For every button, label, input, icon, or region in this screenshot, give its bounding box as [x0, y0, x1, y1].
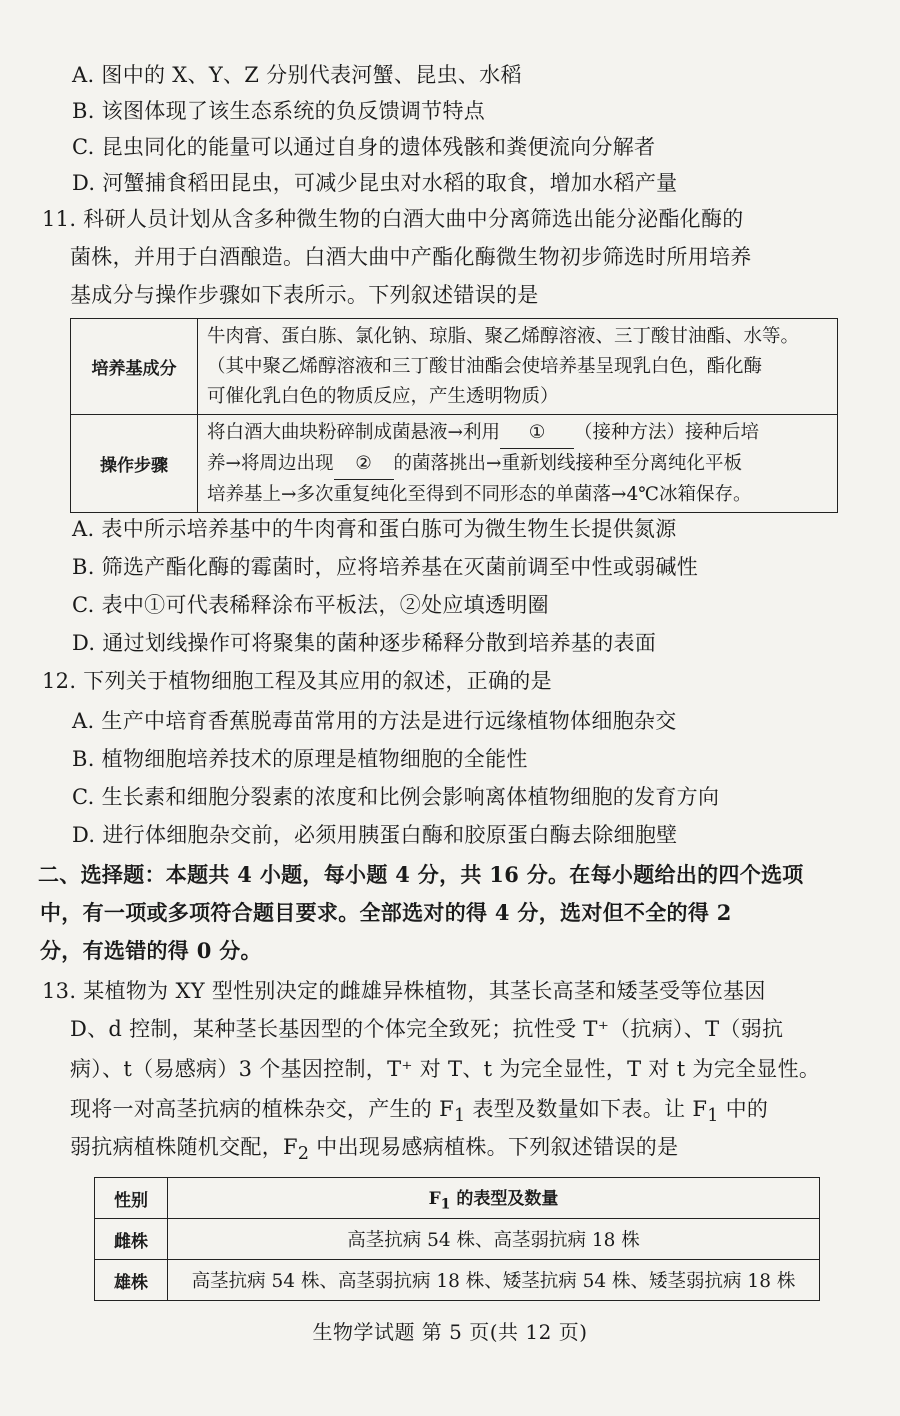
q11-table-label-steps: 操作步骤	[71, 415, 198, 513]
q12-option-a: A. 生产中培育香蕉脱毒苗常用的方法是进行远缘植物体细胞杂交	[72, 709, 677, 733]
q11-stem-line3: 基成分与操作步骤如下表所示。下列叙述错误的是	[70, 283, 539, 307]
q13-stem-line2: D、d 控制，某种茎长基因型的个体完全致死；抗性受 T⁺（抗病）、T（弱抗	[70, 1017, 784, 1041]
steps-line2-a: 养→将周边出现	[207, 452, 334, 474]
q13-table-header-sex: 性别	[95, 1178, 168, 1219]
q12-option-c: C. 生长素和细胞分裂素的浓度和比例会影响离体植物细胞的发育方向	[72, 785, 720, 809]
q11-option-b: B. 筛选产酯化酶的霉菌时，应将培养基在灭菌前调至中性或弱碱性	[72, 555, 699, 579]
q13-table	[94, 1177, 820, 1301]
steps-line2-b: 的菌落挑出→重新划线接种至分离纯化平板	[393, 452, 743, 474]
medium-line3: 可催化乳白色的物质反应，产生透明物质）	[207, 385, 559, 407]
section2-line1: 二、选择题：本题共 4 小题，每小题 4 分，共 16 分。在每小题给出的四个选项	[38, 862, 804, 887]
q13-table-male-label: 雄株	[95, 1260, 168, 1301]
q13-line4-a: 现将一对高茎抗病的植株杂交，产生的 F	[70, 1097, 454, 1121]
q11-table-label-medium: 培养基成分	[71, 319, 198, 415]
f1-header-a: F	[428, 1188, 441, 1209]
q11-option-d: D. 通过划线操作可将聚集的菌种逐步稀释分散到培养基的表面	[72, 631, 657, 655]
q13-stem-line3: 病）、t（易感病）3 个基因控制，T⁺ 对 T、t 为完全显性，T 对 t 为完全显性。	[70, 1057, 821, 1081]
q10-option-a: A. 图中的 X、Y、Z 分别代表河蟹、昆虫、水稻	[72, 63, 522, 87]
medium-line2: （其中聚乙烯醇溶液和三丁酸甘油酯会使培养基呈现乳白色，酯化酶	[207, 355, 763, 377]
blank-1: ①	[500, 418, 574, 449]
q13-table-female-label: 雌株	[95, 1219, 168, 1260]
q12-option-b: B. 植物细胞培养技术的原理是植物细胞的全能性	[72, 747, 528, 771]
q13-table-header-f1	[168, 1178, 820, 1219]
q13-line4-b: 表型及数量如下表。让 F	[465, 1097, 708, 1121]
q11-option-a: A. 表中所示培养基中的牛肉膏和蛋白胨可为微生物生长提供氮源	[72, 517, 677, 541]
q10-option-b: B. 该图体现了该生态系统的负反馈调节特点	[72, 99, 486, 123]
q13-table-female-value: 高茎抗病 54 株、高茎弱抗病 18 株	[168, 1219, 820, 1260]
q13-line4-sub2: 1	[707, 1106, 719, 1127]
f1-header-sub: 1	[440, 1196, 451, 1213]
q13-stem-line5	[70, 1130, 678, 1171]
q10-option-c: C. 昆虫同化的能量可以通过自身的遗体残骸和粪便流向分解者	[72, 135, 656, 159]
page-footer: 生物学试题 第 5 页(共 12 页)	[312, 1320, 588, 1344]
steps-line1-b: （接种方法）接种后培	[574, 421, 760, 443]
q13-stem-line4	[70, 1092, 768, 1133]
q11-stem-line1: 11. 科研人员计划从含多种微生物的白酒大曲中分离筛选出能分泌酯化酶的	[42, 207, 744, 231]
q11-option-c: C. 表中①可代表稀释涂布平板法，②处应填透明圈	[72, 593, 549, 617]
section2-line2: 中，有一项或多项符合题目要求。全部选对的得 4 分，选对但不全的得 2	[40, 900, 732, 925]
blank-2: ②	[334, 449, 394, 480]
medium-line1: 牛肉膏、蛋白胨、氯化钠、琼脂、聚乙烯醇溶液、三丁酸甘油酯、水等。	[207, 325, 800, 347]
q13-line5-sub: 2	[297, 1144, 310, 1165]
q13-stem-line1: 13. 某植物为 XY 型性别决定的雌雄异株植物，其茎长高茎和矮茎受等位基因	[42, 979, 766, 1003]
steps-line1	[207, 418, 829, 449]
q11-table-medium-cell	[198, 319, 838, 415]
q12-option-d: D. 进行体细胞杂交前，必须用胰蛋白酶和胶原蛋白酶去除细胞壁	[72, 823, 678, 847]
q10-option-d: D. 河蟹捕食稻田昆虫，可减少昆虫对水稻的取食，增加水稻产量	[72, 171, 678, 195]
section2-line3: 分，有选错的得 0 分。	[40, 938, 262, 963]
q11-table-steps-cell	[198, 415, 838, 513]
steps-line3: 培养基上→多次重复纯化至得到不同形态的单菌落→4℃冰箱保存。	[207, 483, 752, 505]
q13-line4-sub: 1	[453, 1106, 466, 1127]
q12-stem: 12. 下列关于植物细胞工程及其应用的叙述，正确的是	[42, 669, 552, 693]
q13-table-male-value: 高茎抗病 54 株、高茎弱抗病 18 株、矮茎抗病 54 株、矮茎弱抗病 18 株	[168, 1260, 820, 1301]
f1-header-b: 的表型及数量	[450, 1188, 559, 1209]
q11-stem-line2: 菌株，并用于白酒酿造。白酒大曲中产酯化酶微生物初步筛选时所用培养	[70, 245, 752, 269]
steps-line2	[207, 449, 829, 480]
q13-line5-b: 中出现易感病植株。下列叙述错误的是	[309, 1135, 679, 1159]
q13-line5-a: 弱抗病植株随机交配，F	[70, 1135, 298, 1159]
q13-line4-c: 中的	[718, 1097, 769, 1121]
steps-line1-a: 将白酒大曲块粉碎制成菌悬液→利用	[207, 421, 501, 443]
q11-table	[70, 318, 838, 513]
